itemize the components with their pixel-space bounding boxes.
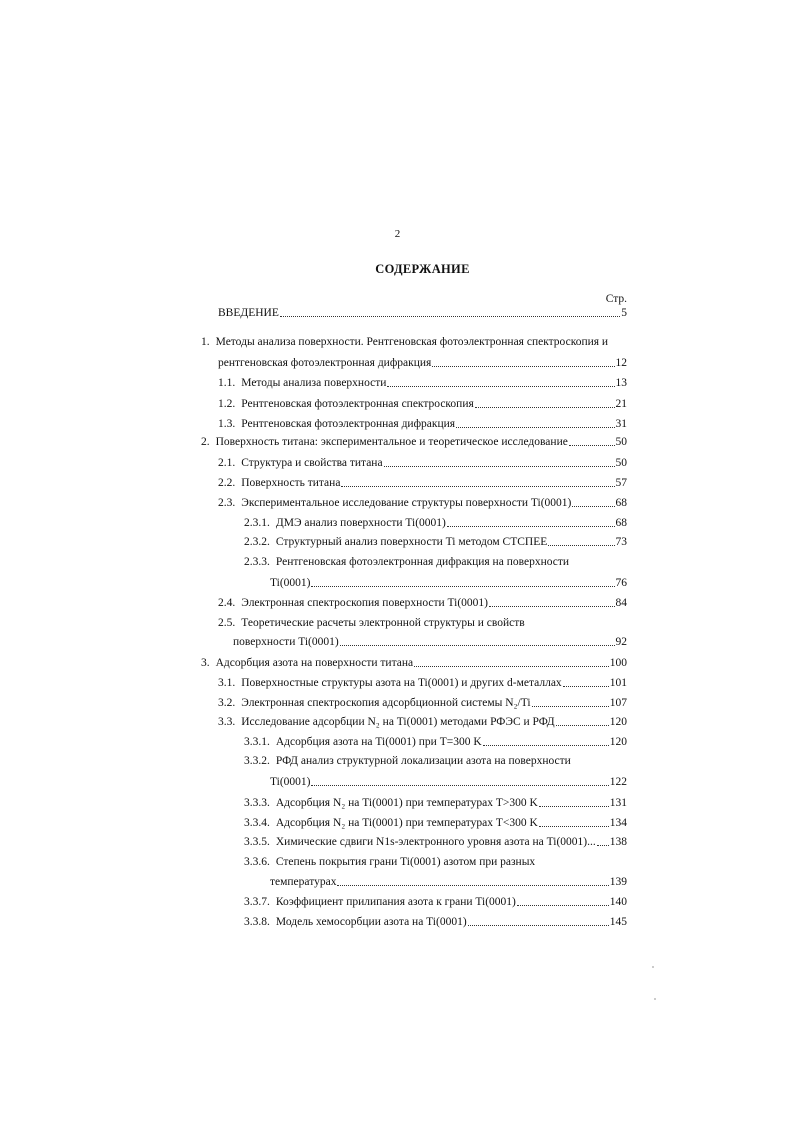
toc-entry-page: 31: [615, 418, 627, 430]
toc-entry-number: 3.3.5.: [244, 836, 270, 848]
toc-entry-number: 2.3.: [218, 497, 236, 509]
toc-entry: [244, 734, 627, 750]
toc-entry-page: 134: [609, 817, 627, 829]
toc-entry: [270, 874, 627, 890]
toc-leader-dots: [517, 905, 609, 906]
toc-entry: [218, 695, 627, 711]
toc-entry-title: рентгеновская фотоэлектронная дифракция: [218, 357, 432, 369]
toc-entry: [270, 575, 627, 591]
toc-leader-dots: [483, 745, 609, 746]
toc-entry-number: 3.3.4.: [244, 817, 270, 829]
toc-entry-number: 1.: [201, 336, 210, 348]
toc-entry-title: Методы анализа поверхности: [241, 377, 387, 389]
toc-entry-title: Адсорбция азота на поверхности титана: [215, 657, 414, 669]
toc-entry-title: РФД анализ структурной локализации азота на поверхности: [275, 755, 571, 767]
toc-entry: [201, 655, 627, 671]
toc-title: СОДЕРЖАНИЕ: [375, 262, 470, 276]
toc-entry-number: 3.3.1.: [244, 736, 270, 748]
toc-entry: [244, 854, 627, 870]
toc-entry-title: Модель хемосорбции азота на Ti(0001): [275, 916, 467, 928]
toc-entry: [201, 434, 627, 450]
toc-entry-page: 76: [615, 577, 627, 589]
toc-entry-title: Методы анализа поверхности. Рентгеновская фотоэлектронная спектроскопия и: [215, 336, 609, 348]
toc-entry-title: Электронная спектроскопия поверхности Ti(0001): [241, 597, 488, 609]
toc-entry: [218, 375, 627, 391]
toc-entry-page: 120: [609, 736, 627, 748]
toc-leader-dots: [340, 645, 615, 646]
toc-leader-dots: [489, 606, 615, 607]
toc-entry-page: 68: [615, 497, 627, 509]
toc-entry-page: 122: [609, 776, 627, 788]
toc-entry: [244, 834, 627, 850]
toc-entry-number: 2.4.: [218, 597, 236, 609]
page-number: 2: [394, 228, 401, 240]
scan-speck: [654, 998, 656, 1000]
toc-entry-title: Ti(0001): [270, 577, 311, 589]
toc-entry: [270, 774, 627, 790]
toc-entry-page: 21: [615, 398, 627, 410]
toc-entry-number: 1.2.: [218, 398, 236, 410]
toc-entry-page: 145: [609, 916, 627, 928]
toc-entry-number: 3.2.: [218, 697, 236, 709]
toc-entry: [218, 305, 627, 321]
toc-entry-page: 92: [615, 636, 627, 648]
toc-leader-dots: [337, 885, 608, 886]
toc-entry-title: Адсорбция N₂ на Ti(0001) при температурах T>300 K: [275, 797, 538, 809]
page-column-label: Стр.: [605, 293, 627, 305]
toc-entry-page: 73: [615, 536, 627, 548]
toc-entry-number: 3.3.6.: [244, 856, 270, 868]
toc-entry-number: 2.: [201, 436, 210, 448]
toc-entry-page: 120: [609, 716, 627, 728]
toc-leader-dots: [341, 486, 614, 487]
toc-entry-title: поверхности Ti(0001): [233, 636, 339, 648]
toc-entry-number: 3.3.2.: [244, 755, 270, 767]
toc-entry: [218, 475, 627, 491]
toc-entry: [218, 615, 627, 631]
toc-leader-dots: [280, 316, 620, 317]
toc-entry-number: 2.5.: [218, 617, 236, 629]
toc-entry-title: Теоретические расчеты электронной структуры и свойств: [241, 617, 525, 629]
toc-entry-page: 100: [609, 657, 627, 669]
toc-entry-title: Химические сдвиги N1s-электронного уровня азота на Ti(0001)...: [275, 836, 596, 848]
toc-entry-title: Адсорбция N₂ на Ti(0001) при температурах T<300 K: [275, 817, 538, 829]
toc-entry-title: Рентгеновская фотоэлектронная дифракция: [241, 418, 456, 430]
toc-leader-dots: [563, 686, 609, 687]
toc-entry-number: 1.3.: [218, 418, 236, 430]
toc-leader-dots: [532, 706, 609, 707]
toc-entry-page: 57: [615, 477, 627, 489]
toc-entry-number: 2.1.: [218, 457, 236, 469]
toc-entry-title: Исследование адсорбции N₂ на Ti(0001) методами РФЭС и РФД: [241, 716, 555, 728]
toc-entry-number: 2.2.: [218, 477, 236, 489]
toc-leader-dots: [539, 806, 609, 807]
toc-entry-number: 3.3.: [218, 716, 236, 728]
toc-leader-dots: [387, 386, 614, 387]
toc-entry: [244, 534, 627, 550]
toc-entry-number: 2.3.3.: [244, 556, 270, 568]
toc-entry-page: 138: [609, 836, 627, 848]
toc-entry: [201, 334, 627, 350]
toc-entry-page: 12: [615, 357, 627, 369]
toc-leader-dots: [432, 366, 614, 367]
toc-entry: [233, 634, 627, 650]
toc-entry-title: Рентгеновская фотоэлектронная спектроскопия: [241, 398, 474, 410]
toc-leader-dots: [475, 407, 615, 408]
toc-entry-title: Экспериментальное исследование структуры поверхности Ti(0001): [241, 497, 572, 509]
toc-entry-page: 139: [609, 876, 627, 888]
toc-entry: [244, 914, 627, 930]
toc-leader-dots: [456, 427, 614, 428]
toc-entry-number: 2.3.2.: [244, 536, 270, 548]
toc-entry-title: Степень покрытия грани Ti(0001) азотом при разных: [275, 856, 536, 868]
toc-leader-dots: [384, 466, 615, 467]
toc-entry: [244, 554, 627, 570]
toc-entry-number: 3.: [201, 657, 210, 669]
toc-entry: [218, 455, 627, 471]
toc-entry-number: 3.3.7.: [244, 896, 270, 908]
toc-entry-title: Структурный анализ поверхности Ti методом СТСПЕЕ: [275, 536, 548, 548]
toc-entry-page: 5: [621, 307, 627, 319]
toc-entry: [244, 753, 627, 769]
toc-entry: [244, 894, 627, 910]
toc-entry: [218, 595, 627, 611]
toc-entry-page: 84: [615, 597, 627, 609]
toc-entry-title: Коэффициент прилипания азота к грани Ti(0001): [275, 896, 516, 908]
toc-leader-dots: [311, 785, 608, 786]
toc-leader-dots: [556, 725, 609, 726]
toc-leader-dots: [468, 925, 609, 926]
toc-entry-title: ВВЕДЕНИЕ: [218, 307, 279, 319]
toc-entry-number: 3.3.8.: [244, 916, 270, 928]
toc-entry-page: 50: [615, 436, 627, 448]
toc-entry-title: Поверхность титана: [241, 477, 341, 489]
toc-entry-title: температурах: [270, 876, 337, 888]
toc-leader-dots: [447, 526, 615, 527]
toc-leader-dots: [569, 445, 615, 446]
toc-entry-title: Ti(0001): [270, 776, 311, 788]
toc-entry-title: Рентгеновская фотоэлектронная дифракция на поверхности: [275, 556, 570, 568]
toc-entry: [218, 355, 627, 371]
toc-entry: [218, 396, 627, 412]
toc-entry-title: Поверхностные структуры азота на Ti(0001) и других d-металлах: [241, 677, 562, 689]
toc-entry-page: 68: [615, 517, 627, 529]
toc-leader-dots: [414, 666, 609, 667]
toc-entry-title: Адсорбция азота на Ti(0001) при T=300 K: [275, 736, 482, 748]
toc-entry: [244, 515, 627, 531]
scan-speck: [652, 966, 654, 968]
toc-entry: [218, 495, 627, 511]
toc-entry: [218, 675, 627, 691]
toc-entry-number: 3.3.3.: [244, 797, 270, 809]
toc-entry-title: Электронная спектроскопия адсорбционной системы N₂/Ti: [241, 697, 531, 709]
toc-leader-dots: [311, 586, 614, 587]
toc-entry: [244, 815, 627, 831]
toc-entry: [218, 416, 627, 432]
toc-leader-dots: [597, 845, 609, 846]
toc-entry-number: 3.1.: [218, 677, 236, 689]
toc-entry-page: 107: [609, 697, 627, 709]
toc-leader-dots: [539, 826, 609, 827]
toc-entry-page: 50: [615, 457, 627, 469]
toc-entry-number: 2.3.1.: [244, 517, 270, 529]
toc-entry-title: Поверхность титана: экспериментальное и теоретическое исследование: [215, 436, 568, 448]
toc-leader-dots: [548, 545, 614, 546]
toc-entry-title: ДМЭ анализ поверхности Ti(0001): [275, 517, 446, 529]
toc-entry-page: 131: [609, 797, 627, 809]
toc-entry-page: 140: [609, 896, 627, 908]
toc-entry-number: 1.1.: [218, 377, 236, 389]
toc-entry-page: 101: [609, 677, 627, 689]
toc-entry-title: Структура и свойства титана: [241, 457, 383, 469]
toc-entry-page: 13: [615, 377, 627, 389]
toc-entry: [244, 795, 627, 811]
toc-leader-dots: [572, 506, 614, 507]
toc-entry: [218, 714, 627, 730]
